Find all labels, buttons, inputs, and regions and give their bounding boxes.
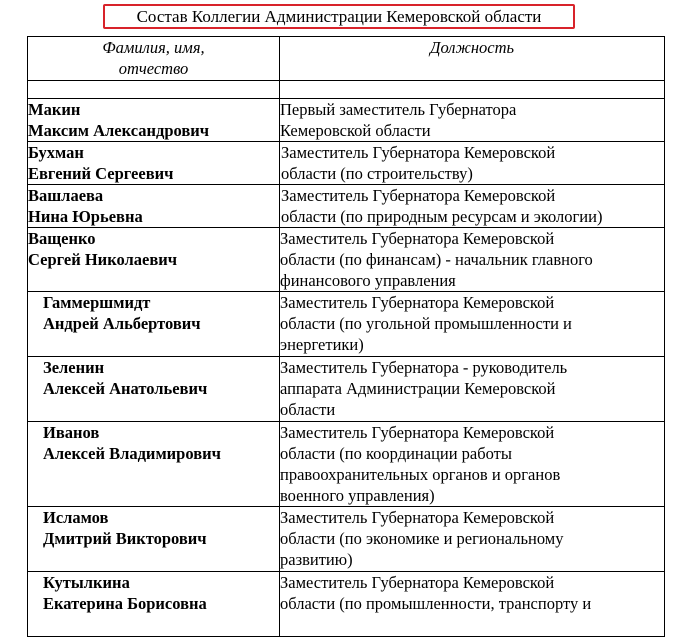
surname: Зеленин (43, 358, 105, 377)
person-position: Заместитель Губернатора Кемеровской области (по экономике и региональному развитию) (280, 507, 665, 572)
table-row (28, 572, 665, 637)
surname: Вашлаева (28, 186, 104, 205)
document-title: Состав Коллегии Администрации Кемеровской области (103, 4, 575, 29)
person-name (28, 357, 280, 422)
person-position: Заместитель Губернатора Кемеровской области (по промышленности, транспорту и (280, 572, 665, 637)
given-name: Дмитрий Викторович (43, 529, 207, 548)
person-position: Первый заместитель Губернатора Кемеровской области (280, 99, 665, 142)
surname: Макин (28, 100, 81, 119)
table-row (28, 142, 665, 185)
surname: Исламов (43, 508, 109, 527)
person-name (28, 292, 280, 357)
given-name: Андрей Альбертович (43, 314, 201, 333)
surname: Бухман (28, 143, 84, 162)
given-name: Алексей Анатольевич (43, 379, 208, 398)
person-position: Заместитель Губернатора Кемеровской области (по координации работы правоохранительных органов и органов военного управления) (280, 422, 665, 507)
header-name-line2: отчество (118, 59, 189, 78)
table-row (28, 357, 665, 422)
person-name (28, 142, 280, 185)
given-name: Евгений Сергеевич (28, 164, 174, 183)
table-row (28, 99, 665, 142)
person-position: Заместитель Губернатора Кемеровской области (по природным ресурсам и экологии) (280, 185, 665, 228)
table-row (28, 507, 665, 572)
given-name: Нина Юрьевна (28, 207, 143, 226)
given-name: Сергей Николаевич (28, 250, 178, 269)
person-position: Заместитель Губернатора - руководитель аппарата Администрации Кемеровской области (280, 357, 665, 422)
header-name-line1: Фамилия, имя, (102, 38, 205, 57)
table-row (28, 422, 665, 507)
person-position: Заместитель Губернатора Кемеровской области (по строительству) (280, 142, 665, 185)
surname: Кутылкина (43, 573, 130, 592)
given-name: Екатерина Борисовна (43, 594, 207, 613)
given-name: Максим Александрович (28, 121, 210, 140)
header-name (28, 37, 280, 81)
surname: Иванов (43, 423, 100, 442)
person-name (28, 99, 280, 142)
table-header-row (28, 37, 665, 81)
table-row (28, 228, 665, 292)
person-position: Заместитель Губернатора Кемеровской области (по финансам) - начальник главного финансового управления (280, 228, 665, 292)
header-position-label: Должность (429, 38, 515, 57)
given-name: Алексей Владимирович (43, 444, 221, 463)
table-row (28, 292, 665, 357)
person-name (28, 507, 280, 572)
spacer-row (28, 81, 665, 99)
table-row (28, 185, 665, 228)
person-position: Заместитель Губернатора Кемеровской области (по угольной промышленности и энергетики) (280, 292, 665, 357)
person-name (28, 228, 280, 292)
person-name (28, 422, 280, 507)
person-name (28, 185, 280, 228)
header-position (280, 37, 665, 81)
surname: Гаммершмидт (43, 293, 151, 312)
surname: Ващенко (28, 229, 96, 248)
person-name (28, 572, 280, 637)
collegium-table (27, 36, 665, 637)
